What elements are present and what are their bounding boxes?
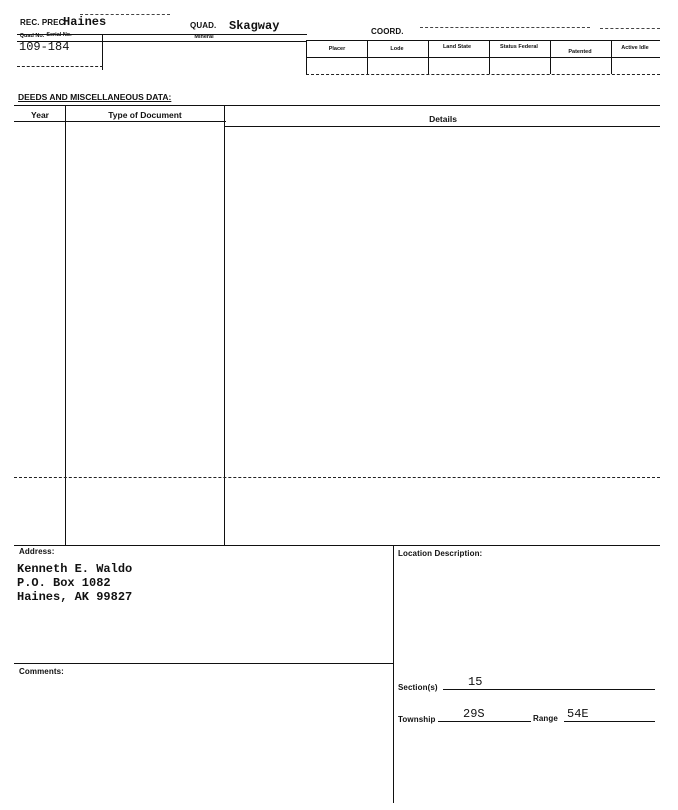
deeds-dashed-separator <box>14 477 660 478</box>
quad-label: QUAD. <box>190 21 217 30</box>
col-lode: Lode <box>390 46 404 52</box>
top-table-header-rule-right <box>306 57 660 58</box>
coord-label: COORD. <box>371 27 404 36</box>
address-line: Kenneth E. Waldo <box>17 562 133 576</box>
top-table-bottom-dash-right <box>306 74 660 75</box>
deeds-header-rule <box>14 121 226 122</box>
top-table-divider <box>611 41 612 74</box>
address-top-rule <box>14 545 660 546</box>
range-field <box>564 708 655 722</box>
col-serial-no: Serial No. <box>46 32 72 38</box>
range-value: 54E <box>567 707 589 721</box>
deeds-section-title: DEEDS AND MISCELLANEOUS DATA: <box>18 92 172 102</box>
top-table-divider <box>367 41 368 74</box>
address-line: P.O. Box 1082 <box>17 576 111 590</box>
coord-dashed-rule <box>420 27 590 28</box>
address-location-divider <box>393 545 394 803</box>
range-label: Range <box>533 714 558 723</box>
township-value: 29S <box>463 707 485 721</box>
address-line: Haines, AK 99827 <box>17 590 133 604</box>
col-details: Details <box>429 114 457 124</box>
address-block <box>17 562 132 604</box>
section-field <box>443 676 655 690</box>
col-active-idle: Active Idle <box>621 45 649 51</box>
col-quad-no: Quad No. <box>19 33 45 39</box>
col-patented: Patented <box>568 49 592 55</box>
col-type-of-document: Type of Document <box>108 110 182 120</box>
quad-value: Skagway <box>229 19 280 33</box>
header-dashed-rule <box>80 14 170 15</box>
rec-prec-value: Haines <box>63 15 107 29</box>
deeds-top-rule <box>14 105 660 106</box>
top-table-divider <box>102 34 103 70</box>
quad-serial-value: 109-184 <box>19 40 70 54</box>
rec-prec-label: REC. PREC <box>20 18 65 27</box>
deeds-header-rule-right <box>225 126 660 127</box>
top-table-divider <box>428 41 429 74</box>
top-table-divider <box>489 41 490 74</box>
deeds-divider-year <box>65 105 66 545</box>
col-placer: Placer <box>328 46 346 52</box>
top-table-bottom-dash <box>17 66 103 67</box>
col-land-state: Land State <box>442 44 472 50</box>
section-label: Section(s) <box>398 683 438 692</box>
location-description-label: Location Description: <box>398 549 483 558</box>
top-table-divider <box>550 41 551 74</box>
top-table-rule-right <box>306 40 660 41</box>
section-value: 15 <box>468 675 483 689</box>
township-label: Township <box>398 715 436 724</box>
township-field <box>438 708 531 722</box>
col-year: Year <box>31 110 49 120</box>
top-table-divider <box>306 41 307 74</box>
col-status-federal: Status Federal <box>500 44 538 50</box>
coord-dashed-rule-2 <box>600 28 660 29</box>
address-label: Address: <box>19 547 55 556</box>
comments-label: Comments: <box>19 667 64 676</box>
comments-top-rule <box>14 663 394 664</box>
col-mineral: Mineral <box>194 34 214 40</box>
deeds-divider-type <box>224 105 225 545</box>
